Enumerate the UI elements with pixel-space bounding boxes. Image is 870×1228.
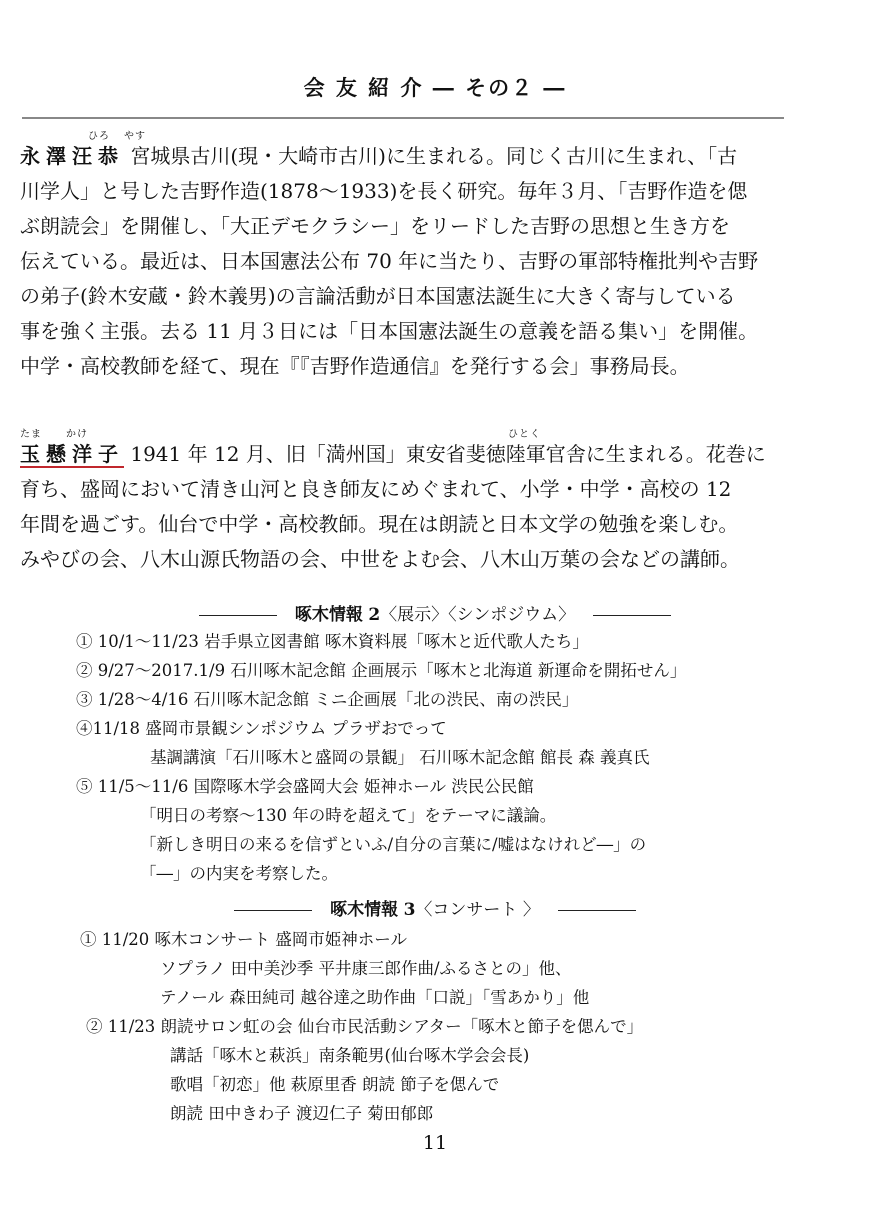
info-item: 歌唱「初恋」他 萩原里香 朗読 節子を偲んで xyxy=(170,1075,500,1094)
heading-rule-right xyxy=(558,910,636,911)
page-number: 11 xyxy=(422,1132,448,1154)
section-heading-label: 啄木情報 xyxy=(294,605,363,625)
bio-tamakake xyxy=(20,437,790,577)
info-item: ① 10/1～11/23 岩手県立図書館 啄木資料展「啄木と近代歌人たち」 xyxy=(76,632,589,651)
section-heading-3 xyxy=(0,895,870,920)
info-item: 講話「啄木と萩浜」南条範男(仙台啄木学会会長) xyxy=(170,1046,530,1065)
info-item: ソプラノ 田中美沙季 平井康三郎作曲/ふるさとの」他、 xyxy=(160,959,572,978)
title-divider xyxy=(22,117,784,119)
heading-rule-left xyxy=(199,615,277,616)
info-item: 基調講演「石川啄木と盛岡の景観」 石川啄木記念館 館長 森 義真氏 xyxy=(150,748,650,767)
info-item: ⑤ 11/5～11/6 国際啄木学会盛岡大会 姫神ホール 渋民公民館 xyxy=(76,777,534,796)
bio-line: の弟子(鈴木安蔵・鈴木義男)の言論活動が日本国憲法誕生に大きく寄与している xyxy=(20,284,736,308)
bio-name: 永澤汪恭 xyxy=(20,144,124,168)
section-heading-2 xyxy=(0,600,870,625)
info-item: ② 9/27～2017.1/9 石川啄木記念館 企画展示「啄木と北海道 新運命を開拓せん」 xyxy=(76,661,687,680)
heading-rule-right xyxy=(593,615,671,616)
ruby-tama: たま xyxy=(20,429,42,440)
info-item: ① 11/20 啄木コンサート 盛岡市姫神ホール xyxy=(80,930,407,949)
bio-nagasawa xyxy=(20,139,790,384)
section-heading-tags: 〈展示〉〈シンポジウム〉 xyxy=(380,605,576,625)
bio-line: 育ち、盛岡において清き山河と良き師友にめぐまれて、小学・中学・高校の 12 xyxy=(20,477,732,501)
section-heading-number: 3 xyxy=(403,900,416,920)
section-heading-number: 2 xyxy=(368,605,381,625)
bio-line: 事を強く主張。去る 11 月３日には「日本国憲法誕生の意義を語る集い」を開催。 xyxy=(20,319,759,343)
ruby-yasu: やす xyxy=(124,131,146,142)
bio-line: 中学・高校教師を経て、現在『『吉野作造通信』を発行する会」事務局長。 xyxy=(20,354,690,378)
section-heading-tags: 〈コンサート 〉 xyxy=(415,900,540,920)
bio-line: 1941 年 12 月、旧「満州国」東安省斐徳陸軍官舎に生まれる。花巻に xyxy=(130,442,766,466)
heading-rule-left xyxy=(234,910,312,911)
bio-line: 年間を過ごす。仙台で中学・高校教師。現在は朗読と日本文学の勉強を楽しむ。 xyxy=(20,512,739,536)
bio-line: みやびの会、八木山源氏物語の会、中世をよむ会、八木山万葉の会などの講師。 xyxy=(20,547,740,571)
bio-line: 宮城県古川(現・大崎市古川)に生まれる。同じく古川に生まれ、「古 xyxy=(130,144,738,168)
bio-line: ぶ朗読会」を開催し、「大正デモクラシー」をリードした吉野の思想と生き方を xyxy=(20,214,730,238)
ruby-hitoku: ひとく xyxy=(508,429,541,440)
info-item: ④11/18 盛岡市景観シンポジウム プラザおでって xyxy=(76,719,447,738)
info-item: ② 11/23 朗読サロン虹の会 仙台市民活動シアター「啄木と節子を偲んで」 xyxy=(86,1017,644,1036)
info-item: 「明日の考察～130 年の時を超えて」をテーマに議論。 xyxy=(140,806,557,825)
info-item: ③ 1/28～4/16 石川啄木記念館 ミニ企画展「北の渋民、南の渋民」 xyxy=(76,690,579,709)
bio-line: 伝えている。最近は、日本国憲法公布 70 年に当たり、吉野の軍部特権批判や吉野 xyxy=(20,249,759,273)
bio-line: 川学人」と号した吉野作造(1878～1933)を長く研究。毎年３月、「吉野作造を偲 xyxy=(20,179,748,203)
section-heading-label: 啄木情報 xyxy=(330,900,399,920)
ruby-kake: かけ xyxy=(66,429,88,440)
info-item: 「―」の内実を考察した。 xyxy=(140,864,338,883)
info-item: テノール 森田純司 越谷達之助作曲「口説」「雪あかり」他 xyxy=(160,988,590,1007)
page-title: 会 友 紹 介 ― その２ ― xyxy=(303,75,567,100)
info-item: 「新しき明日の来るを信ずといふ/自分の言葉に/嘘はなけれど―」の xyxy=(140,835,647,854)
bio-name: 玉懸洋子 xyxy=(20,442,124,466)
ruby-hiro: ひろ xyxy=(88,131,110,142)
info-item: 朗読 田中きわ子 渡辺仁子 菊田郁郎 xyxy=(170,1104,434,1123)
